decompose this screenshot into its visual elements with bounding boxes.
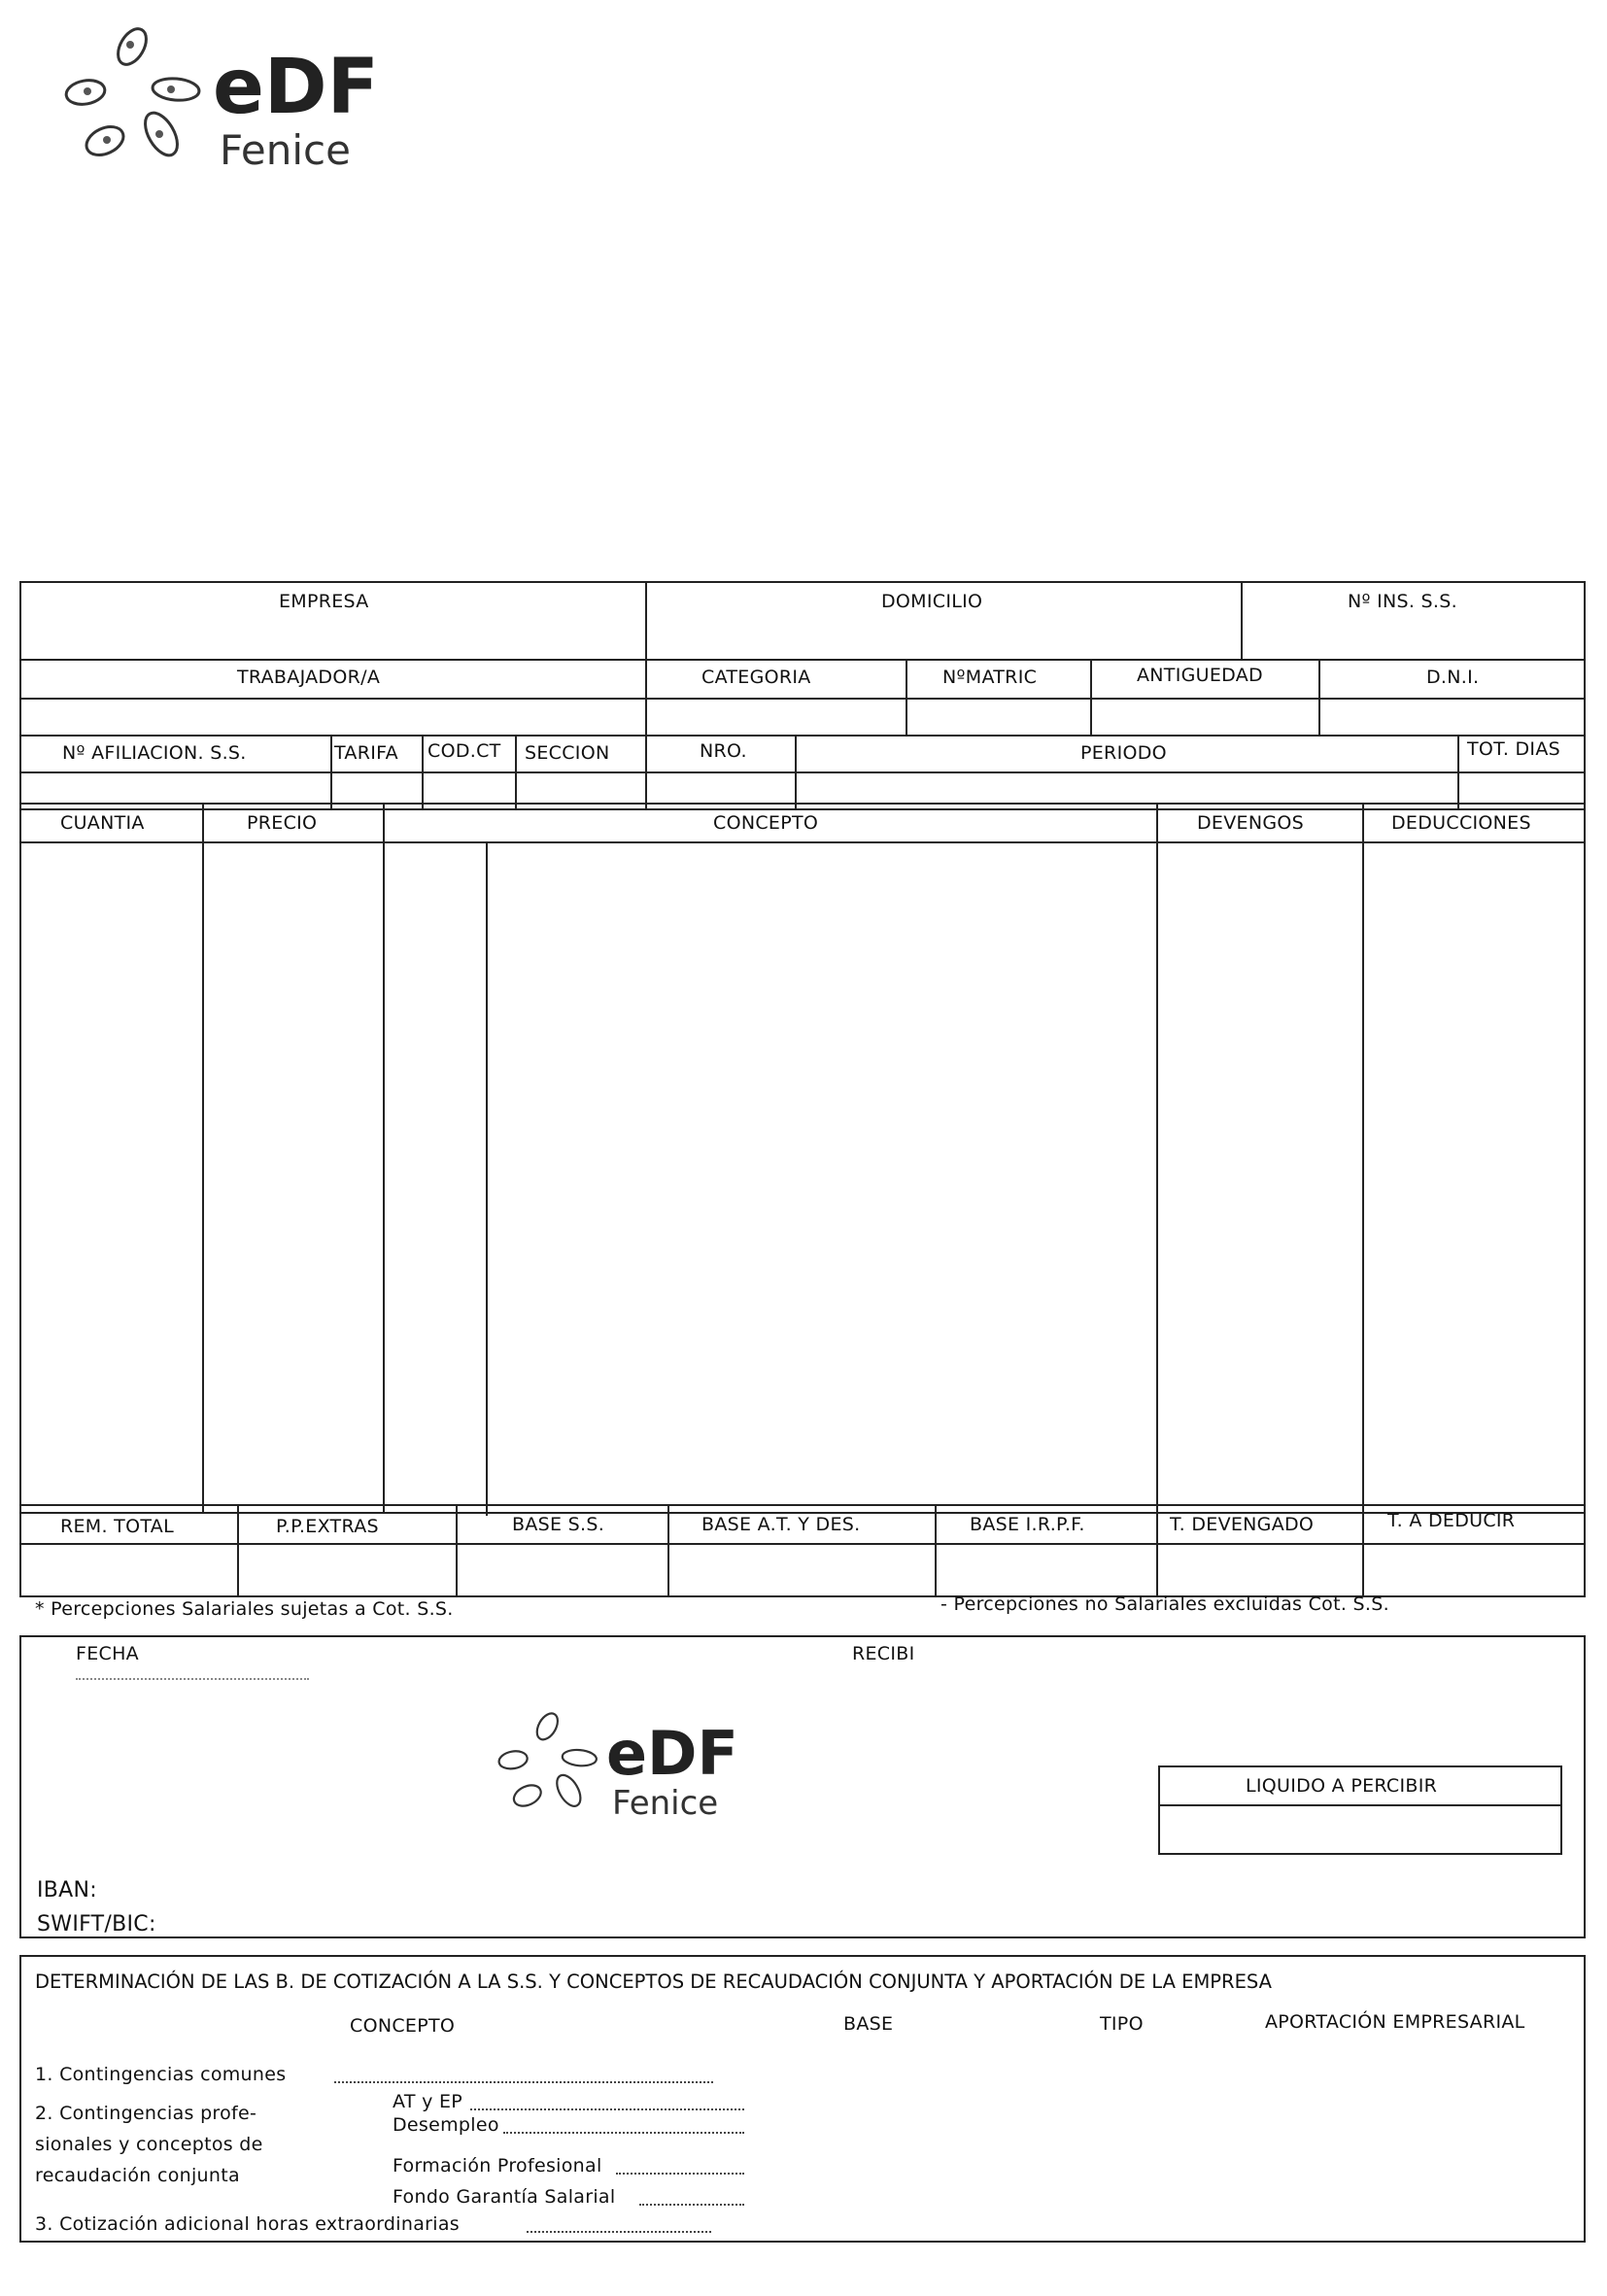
label-tarifa: TARIFA [334, 742, 398, 764]
totals-table [19, 1504, 1586, 1597]
domicilio-field[interactable] [647, 622, 1241, 657]
label-fecha: FECHA [76, 1643, 139, 1664]
cotizacion-section [19, 1955, 1586, 2243]
label-nmatric: NºMATRIC [942, 667, 1038, 688]
item-contingencias-prof-2: sionales y conceptos de [35, 2134, 263, 2155]
dotted-leader [527, 2231, 711, 2233]
label-liquido: LIQUIDO A PERCIBIR [1246, 1775, 1438, 1797]
empresa-field[interactable] [21, 622, 645, 657]
label-codct: COD.CT [427, 740, 501, 762]
item-fondo: Fondo Garantía Salarial [393, 2186, 616, 2208]
label-deducciones: DEDUCCIONES [1391, 812, 1531, 834]
liquido-field[interactable] [1160, 1806, 1560, 1855]
dotted-leader [334, 2081, 713, 2083]
label-periodo: PERIODO [1080, 742, 1167, 764]
trabajador-field[interactable] [21, 700, 645, 735]
col-aportacion: APORTACIÓN EMPRESARIAL [1265, 2011, 1525, 2033]
receipt-logo-sub: Fenice [612, 1784, 719, 1823]
label-dni: D.N.I. [1426, 667, 1480, 688]
label-seccion: SECCION [525, 742, 610, 764]
label-categoria: CATEGORIA [701, 667, 811, 688]
label-antiguedad: ANTIGUEDAD [1137, 665, 1263, 686]
label-t-deducir: T. A DEDUCIR [1387, 1510, 1516, 1531]
receipt-section [19, 1635, 1586, 1938]
receipt-logo-word: eDF [606, 1718, 738, 1789]
items-table [19, 803, 1586, 1514]
col-tipo: TIPO [1100, 2013, 1144, 2035]
logo-word: eDF [213, 44, 379, 131]
item-contingencias-prof-1: 2. Contingencias profe- [35, 2103, 257, 2124]
antiguedad-field[interactable] [1092, 700, 1318, 735]
item-contingencias-comunes: 1. Contingencias comunes [35, 2064, 287, 2085]
fecha-field[interactable] [76, 1666, 309, 1680]
label-empresa: EMPRESA [279, 591, 369, 612]
col-concepto: CONCEPTO [350, 2015, 456, 2037]
label-totdias: TOT. DIAS [1467, 738, 1560, 760]
label-cuantia: CUANTIA [60, 812, 145, 834]
label-base-at: BASE A.T. Y DES. [701, 1514, 861, 1535]
label-base-irpf: BASE I.R.P.F. [970, 1514, 1085, 1535]
items-body-area[interactable] [21, 843, 1584, 1514]
dotted-leader [503, 2132, 744, 2134]
item-horas-extra: 3. Cotización adicional horas extraordinarias [35, 2213, 460, 2235]
label-ins-ss: Nº INS. S.S. [1348, 591, 1457, 612]
label-domicilio: DOMICILIO [881, 591, 983, 612]
label-iban: IBAN: [37, 1878, 97, 1902]
item-formacion: Formación Profesional [393, 2155, 602, 2176]
cotizacion-title: DETERMINACIÓN DE LAS B. DE COTIZACIÓN A LA S.S. Y CONCEPTOS DE RECAUDACIÓN CONJUNTA Y APORTACIÓN DE LA EMPRESA [35, 1970, 1272, 1993]
liquido-box [1158, 1765, 1562, 1855]
leaf-logo-icon [64, 19, 210, 175]
leaf-logo-icon [497, 1705, 604, 1822]
label-trabajador: TRABAJADOR/A [237, 667, 381, 688]
receipt-logo [497, 1705, 789, 1841]
logo [64, 19, 379, 194]
logo-sub: Fenice [220, 126, 351, 174]
label-recibi: RECIBI [852, 1643, 915, 1664]
item-contingencias-prof-3: recaudación conjunta [35, 2165, 240, 2186]
payroll-header-table [19, 581, 1586, 810]
label-t-devengado: T. DEVENGADO [1170, 1514, 1315, 1535]
ins-ss-field[interactable] [1243, 622, 1586, 657]
item-desempleo: Desempleo [393, 2114, 499, 2136]
note-salariales: * Percepciones Salariales sujetas a Cot. S.S. [35, 1598, 454, 1620]
col-base: BASE [843, 2013, 894, 2035]
categoria-field[interactable] [647, 700, 906, 735]
label-precio: PRECIO [247, 812, 318, 834]
dotted-leader [616, 2173, 744, 2175]
label-concepto: CONCEPTO [713, 812, 819, 834]
dotted-leader [639, 2204, 744, 2206]
dotted-leader [470, 2108, 744, 2110]
nmatric-field[interactable] [907, 700, 1090, 735]
label-base-ss: BASE S.S. [512, 1514, 605, 1535]
label-rem-total: REM. TOTAL [60, 1516, 174, 1537]
label-nro: NRO. [700, 740, 747, 762]
label-devengos: DEVENGOS [1197, 812, 1304, 834]
item-at-ep: AT y EP [393, 2091, 463, 2112]
dni-field[interactable] [1320, 700, 1586, 735]
label-afiliacion: Nº AFILIACION. S.S. [62, 742, 247, 764]
note-no-salariales: - Percepciones no Salariales excluidas Cot. S.S. [940, 1593, 1389, 1615]
label-swift: SWIFT/BIC: [37, 1912, 156, 1936]
label-pp-extras: P.P.EXTRAS [276, 1516, 379, 1537]
